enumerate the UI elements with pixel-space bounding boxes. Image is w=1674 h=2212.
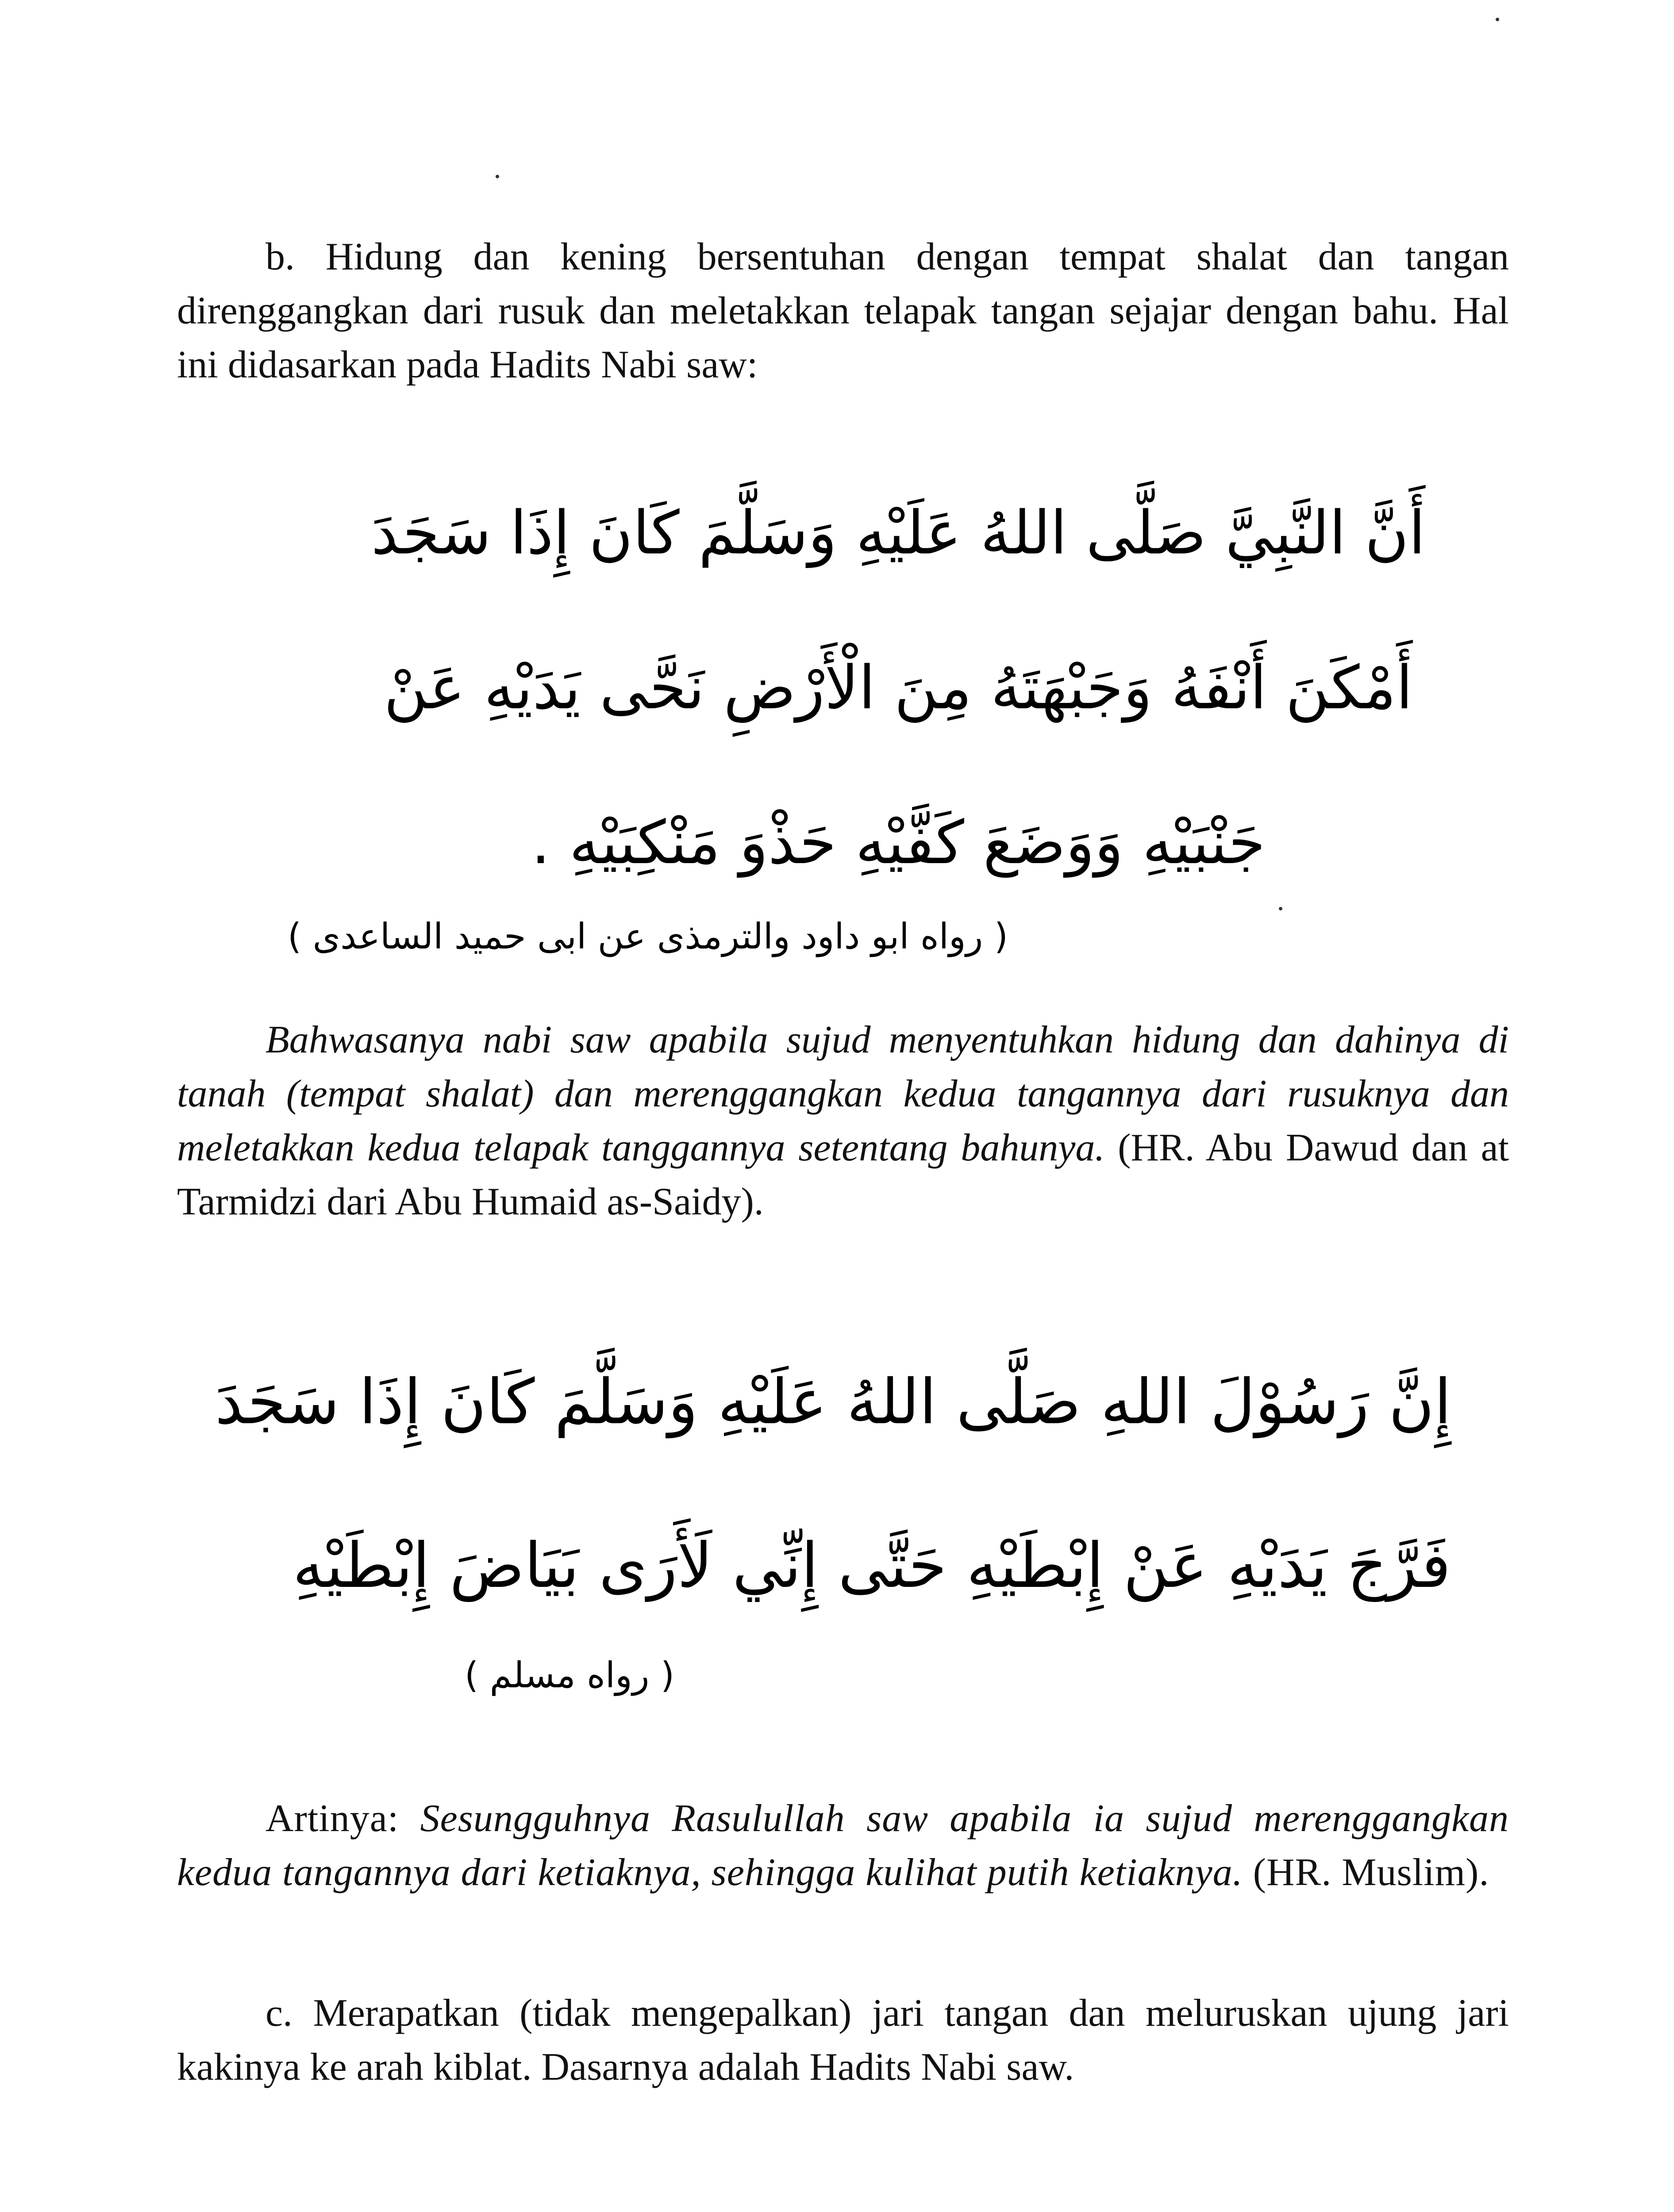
section-c-paragraph: c. Merapatkan (tidak mengepalkan) jari tangan dan meluruskan ujung jari kakinya ke arah kiblat. Dasarnya adalah Hadits Nabi saw.: [177, 1992, 1509, 2089]
hadith-2-line-2: فَرَّجَ يَدَيْهِ عَنْ إِبْطَيْهِ حَتَّى إِنِّي لَأَرَى بَيَاضَ إِبْطَيْهِ: [292, 1530, 1451, 1602]
hadith-1-line-2: أَمْكَنَ أَنْفَهُ وَجَبْهَتَهُ مِنَ الْأَرْضِ نَحَّى يَدَيْهِ عَنْ: [384, 653, 1413, 722]
hadith-1-line-3: جَنْبَيْهِ وَوَضَعَ كَفَّيْهِ حَذْوَ مَنْكِبَيْهِ .: [531, 808, 1266, 877]
hadith-1-translation-text: Bahwasanya nabi saw apabila sujud menyentuhkan hidung dan dahinya di tanah (tempat shalat) dan merenggangkan kedua tangannya dari rusuknya dan meletakkan kedua telapak tanggannya setentang bahunya.: [177, 1018, 1509, 1169]
hadith-1-arabic: [363, 456, 1434, 920]
hadith-2-arabic: [215, 1321, 1451, 1648]
scan-speck: [1496, 18, 1499, 21]
hadith-2-translation: [177, 1792, 1509, 1900]
section-b-paragraph: b. Hidung dan kening bersentuhan dengan tempat shalat dan tangan direnggangkan dari rusuk dan meletakkan telapak tangan sejajar dengan bahu. Hal ini didasarkan pada Hadits Nabi saw:: [177, 235, 1509, 386]
hadith-1-translation-source: (HR. Abu Dawud dan at Tarmidzi dari Abu Humaid as-Saidy).: [177, 1126, 1509, 1223]
hadith-1-translation: [177, 1013, 1509, 1229]
hadith-2-translation-text: Sesungguhnya Rasulullah saw apabila ia sujud merenggangkan kedua tangannya dari ketiaknya, sehingga kulihat putih ketiaknya.: [177, 1797, 1509, 1894]
hadith-2-translation-label: Artinya:: [266, 1797, 420, 1840]
hadith-1-line-1: أَنَّ النَّبِيَّ صَلَّى اللهُ عَلَيْهِ وَسَلَّمَ كَانَ إِذَا سَجَدَ: [371, 498, 1426, 568]
hadith-2-reference: ( رواه مسلم ): [465, 1655, 675, 1696]
hadith-2-line-1: إِنَّ رَسُوْلَ اللهِ صَلَّى اللهُ عَلَيْهِ وَسَلَّمَ كَانَ إِذَا سَجَدَ: [215, 1366, 1451, 1438]
hadith-2-translation-source: (HR. Muslim).: [1243, 1851, 1489, 1894]
scan-speck: [1279, 907, 1282, 910]
scan-speck: [496, 175, 499, 178]
hadith-1-reference: ( رواه ابو داود والترمذى عن ابى حميد الساعدى ): [288, 916, 1008, 957]
